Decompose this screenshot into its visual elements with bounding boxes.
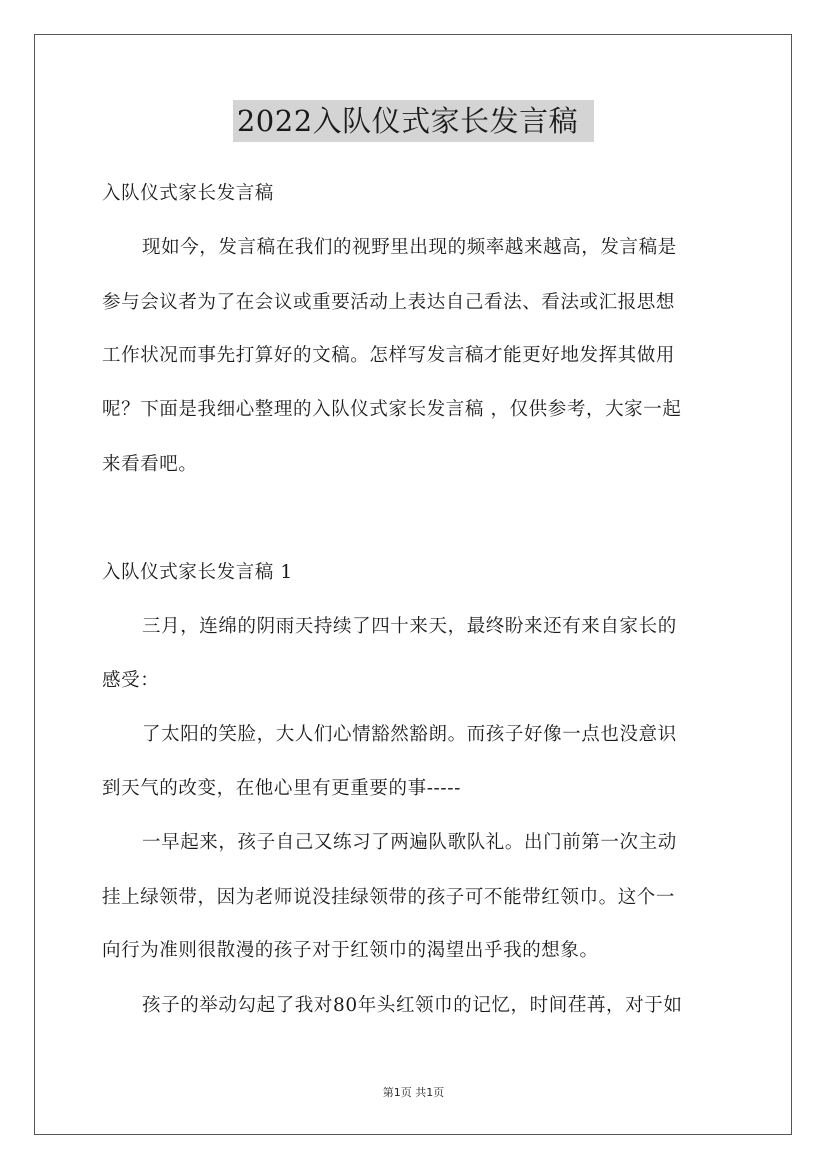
intro-line: 呢？下面是我细心整理的入队仪式家长发言稿 ，仅供参考，大家一起 xyxy=(102,399,682,420)
subtitle: 入队仪式家长发言稿 xyxy=(102,183,274,204)
section-heading: 入队仪式家长发言稿 1 xyxy=(102,562,293,583)
body-line: 到天气的改变，在他心里有更重要的事----- xyxy=(102,778,461,799)
body-line: 挂上绿领带，因为老师说没挂绿领带的孩子可不能带红领巾。这个一 xyxy=(102,887,676,908)
body-line: 向行为准则很散漫的孩子对于红领巾的渴望出乎我的想象。 xyxy=(102,940,599,961)
body-line: 孩子的举动勾起了我对80年头红领巾的记忆，时间荏苒，对于如 xyxy=(142,995,683,1016)
body-line: 一早起来，孩子自己又练习了两遍队歌队礼。出门前第一次主动 xyxy=(142,832,677,853)
body-line: 三月，连绵的阴雨天持续了四十来天，最终盼来还有来自家长的 xyxy=(142,616,677,637)
intro-line: 来看看吧。 xyxy=(102,454,198,475)
document-title: 2022入队仪式家长发言稿 xyxy=(233,100,594,142)
body-line: 感受： xyxy=(102,670,160,691)
intro-line: 工作状况而事先打算好的文稿。怎样写发言稿才能更好地发挥其做用 xyxy=(102,345,676,366)
body-line: 了太阳的笑脸，大人们心情豁然豁朗。而孩子好像一点也没意识 xyxy=(142,724,677,745)
intro-line: 参与会议者为了在会议或重要活动上表达自己看法、看法或汇报思想 xyxy=(102,292,676,313)
intro-line: 现如今，发言稿在我们的视野里出现的频率越来越高，发言稿是 xyxy=(142,237,677,258)
title-block xyxy=(0,100,827,142)
page-footer: 第1页 共1页 xyxy=(382,1086,445,1099)
